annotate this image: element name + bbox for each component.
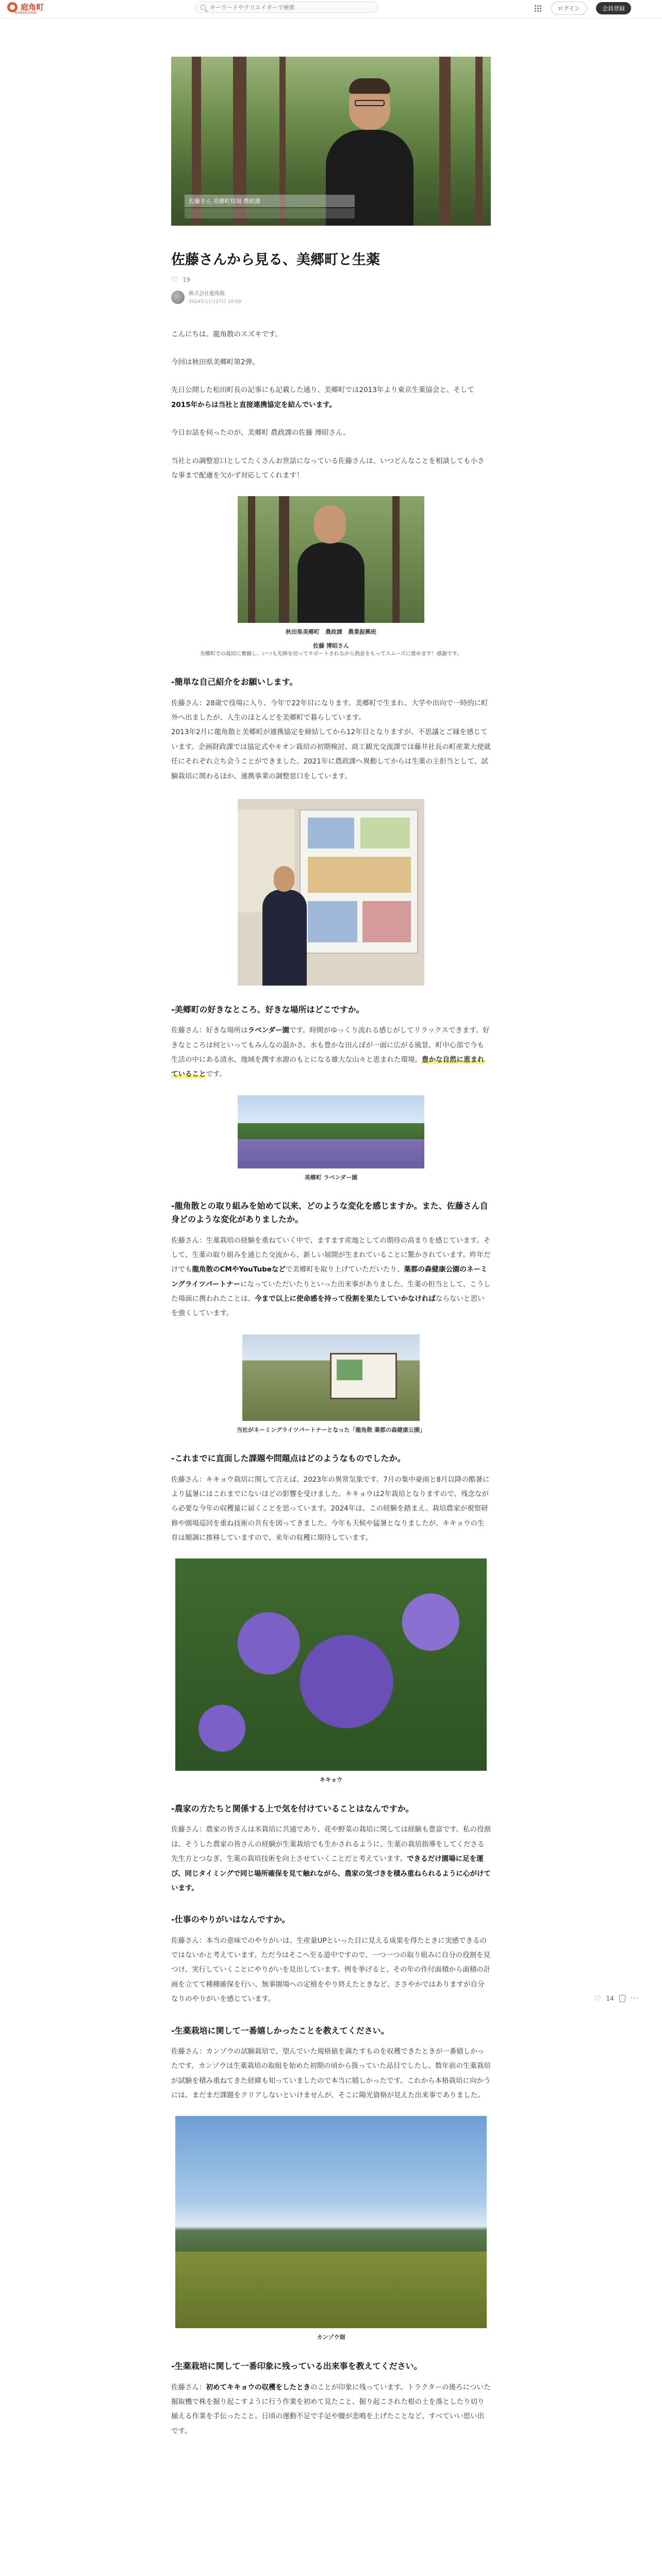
header-actions: [535, 2, 631, 15]
bookmark-icon[interactable]: [619, 1995, 625, 2002]
figure-caption-name: 佐藤 博昭さん: [313, 642, 349, 649]
search-input[interactable]: [210, 4, 365, 11]
top-navigation-bar: [0, 0, 662, 19]
paragraph: 当社との調整窓口としてたくさんお世話になっている佐藤さんは、いつどんなことを相談しても小さな事まで配慮を欠かず対応してくれます！: [171, 456, 485, 480]
logo-subtext: NIWAKUMA: [14, 11, 37, 15]
paragraph: 佐藤さん：カンゾウの試験栽培で、望んでいた規格値を満たすものを収穫できたときが一番嬉しかったです。カンゾウは生薬栽培の取組を始めた初期の頃から扱っていた品目でしたし、数年前の生薬栽培が試験を積み重ねてきた経緯も知っていましたので本当に嬉しかったです。これから本格栽培に向かうには、まだまだ課題をクリアしないといけませんが、そこに陽光資格が見えた出来事でありました。: [171, 2047, 491, 2100]
paragraph: 今日お話を伺ったのが、美郷町 農政課の佐藤 博昭さん。: [171, 429, 350, 437]
like-row: [171, 276, 491, 283]
paragraph: 佐藤さん：28歳で役場に入り、今年で22年目になります。美郷町で生まれ、大学や出向で一時的に町外へ出ましたが、人生のほとんどを美郷町で暮らしています。: [171, 699, 488, 722]
avatar[interactable]: [171, 291, 185, 304]
question-heading: -簡単な自己紹介をお願いします。: [171, 677, 298, 687]
figure-portrait: [171, 496, 491, 658]
paragraph: 佐藤さん：農家の皆さんは米栽培に共通であり、花や野菜の栽培に関しては経験も豊富です。私の役割は、そうした農家の皆さんの経験が生薬栽培でも生かされるように、生薬の栽培指導をしてくださる先生方とつなぎ、生薬の栽培技術を向上させていくことだと考えています。できるだけ園場に足を運び、同じタイミングで同じ場所確保を見て触れながら、農家の気づきを積み重ねられるように心がけています。: [171, 1825, 491, 1892]
publish-date: 2024年11月27日 10:00: [189, 299, 241, 304]
article-title: 佐藤さんから見る、美郷町と生薬: [171, 252, 380, 268]
article: [171, 19, 491, 2452]
portrait-image: [238, 496, 424, 623]
figure-caption: 当社がネーミングライツパートナーとなった「龍角散 薬都の森健康公園」: [236, 1426, 426, 1433]
figure-caption: 秋田県美郷町 農政課 農業振興班: [286, 629, 376, 636]
question-heading: -農家の方たちと関係する上で気を付けていることはなんですか。: [171, 1803, 414, 1814]
question-heading: -仕事のやりがいはなんですか。: [171, 1914, 290, 1925]
lavender-field-photo: [238, 1095, 424, 1168]
search-icon: [201, 5, 206, 10]
author-name[interactable]: 株式会社龍角散: [189, 291, 225, 297]
licorice-field-photo: [175, 2116, 487, 2328]
figure-caption: 美郷町 ラベンダー園: [304, 1174, 358, 1181]
paragraph: 佐藤さん：初めてキキョウの収穫をしたときのことが印象に残っています。トラクターの後ろについた掘取機で株を掘り起こすように行う作業を初めて見たこと、掘り起こされた根の土を落としたり切り揃える作業を手伝ったこと。日頃の運動不足で手足や腰が悲鳴を上げたことなど、すべていい思い出です。: [171, 2383, 491, 2435]
figure-licorice: [171, 2116, 491, 2342]
question-heading: -美郷町の好きなところ、好きな場所はどこですか。: [171, 1004, 365, 1014]
paragraph: こんにちは。龍角散のスズキです。: [171, 330, 282, 338]
figure-caption: キキョウ: [320, 1776, 342, 1784]
question-heading: -生薬栽培に関して一番嬉しかったことを教えてください。: [171, 2025, 389, 2036]
paragraph: 今回は秋田県美郷町第2弾。: [171, 358, 259, 367]
figure-park-sign: [171, 1334, 491, 1435]
bellflower-photo: [175, 1558, 487, 1771]
paragraph: 佐藤さん：好きな場所はラベンダー園です。時間がゆっくり流れる感じがしてリラックスできます。好きなところは何といってもみんなの温かさ。水も豊かな田んぼが一面に広がる風景、町中心部で今も生活の中にある清水、地域を潤す水源のもとになる雄大な山々と恵まれた環境。豊かな自然に恵まれていることです。: [171, 1026, 490, 1079]
article-body: [171, 327, 491, 2438]
figure-poster: [171, 799, 491, 986]
signup-button[interactable]: 会員登録: [596, 2, 631, 14]
like-heart-icon[interactable]: ♡: [594, 1994, 601, 2003]
figure-lavender: [171, 1095, 491, 1182]
park-sign-photo: [242, 1334, 420, 1421]
like-count: 19: [183, 276, 191, 283]
figure-caption-detail: 美郷町での栽培に奮闘し、いつも先陣を切ってサポートされながら熱意をもってスムーズに進めます！感謝です。: [200, 651, 462, 657]
floating-action-rail: [594, 1994, 639, 2003]
hero-caption: 佐藤さん 美郷町役場 農政課: [185, 195, 355, 207]
paragraph: 2013年2月に龍角散と美郷町が連携協定を締結してから12年目となりますが、不思議とご縁を感じています。企画財政課では協定式やキオン栽培の初期検討、商工観光交流課では藤井社長の町産業大使就任にそれぞれ立ち会うことができました。2021年に農政課へ異動してからは生薬の主担当として、試験栽培に関わるほか、連携事業の調整窓口をしています。: [171, 728, 491, 781]
hero-image: [171, 57, 491, 226]
figure-bellflower: [171, 1558, 491, 1785]
paragraph: 佐藤さん：生薬栽培の経験を重ねていく中で、ますます産地としての期待の高まりを感じています。そして、生薬の取り組みを通じた交流から、新しい展開が生まれていることに驚かされています。昨年だけでも龍角散のCMやYouTubeなどで美郷町を取り上げていただいたり、薬都の森健康公園のネーミングライツパートナーになっていただいたりといった出来事がありました。生薬の担当として、こうした場面に携われたことは、今まで以上に使命感を持って役割を果たしていかなければならないと思いを強くしています。: [171, 1236, 491, 1318]
search-box[interactable]: [195, 2, 378, 13]
paragraph: 佐藤さん：本当の意味でのやりがいは、生産量UPといった目に見える成果を得たときに実感できるのではないかと考えています。ただ今はそこへ至る道中ですので、一つ一つの取り組みに自分の役割を見つけ、実行していくことにやりがいを見出しています。例を挙げると、その年の作付面積から面積の計画を立てて種種確保を行い、無事園場への定植をやり終えたときなど、ささやかではありますが自分なりのやりがいを感じています。: [171, 1936, 491, 2004]
more-options-icon[interactable]: ···: [630, 1994, 639, 2003]
figure-caption: カンゾウ畑: [317, 2334, 345, 2341]
rail-like-count: 14: [606, 1995, 614, 2002]
paragraph: 先日公開した松田町長の記事にも記載した通り、美郷町では2013年より東京生薬協会と、そして2015年からは当社と直接連携協定を結んでいます。: [171, 386, 474, 409]
question-heading: -龍角散との取り組みを始めて以来、どのような変化を感じますか。また、佐藤さん自身どのような変化がありましたか。: [171, 1201, 488, 1224]
question-heading: -これまでに直面した課題や問題点はどのようなものでしたか。: [171, 1453, 406, 1464]
author-info: [171, 291, 491, 304]
poster-photo: [238, 799, 424, 986]
paragraph: 佐藤さん：キキョウ栽培に関して言えば、2023年の異常気象です。7月の集中豪雨と8月以降の酷暑により猛暑にはこれまでにないほどの影響を受けました。キキョウは2年栽培となりますので、残念ながら必要な今年の収穫量に届くことを思っています。2024年は、この経験を踏まえ、栽培農家が視察研修や園場巡回を重ね技術の共有を図ってきました。今年も天候や猛暑となりましたが、キキョウの生育は順調に推移していますので、来年の収穫に期待しています。: [171, 1475, 490, 1543]
question-heading: -生薬栽培に関して一番印象に残っている出来事を教えてください。: [171, 2361, 422, 2371]
logo-text: 庭角町: [21, 2, 44, 12]
app-menu-icon[interactable]: [535, 5, 542, 11]
login-button[interactable]: ログイン: [551, 2, 587, 15]
heart-icon[interactable]: ♡: [171, 275, 178, 284]
